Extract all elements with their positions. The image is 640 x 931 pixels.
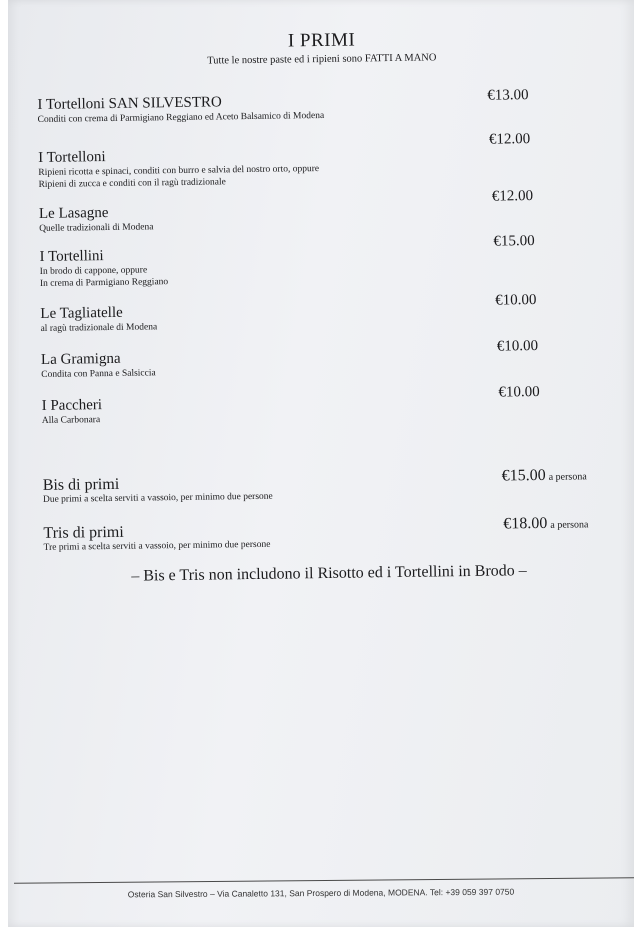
menu-title: I PRIMI: [287, 29, 356, 52]
menu-content: [8, 0, 640, 931]
combo-description: Tre primi a scelta serviti a vassoio, per minimo due persone: [43, 539, 271, 553]
dish-price: €12.00: [491, 188, 534, 205]
combo-description: Due primi a scelta serviti a vassoio, per minimo due persone: [42, 491, 273, 505]
combo-name: Tris di primi: [43, 523, 124, 542]
dish-description: In brodo di cappone, oppure: [39, 265, 148, 277]
dish-name: Le Lasagne: [38, 204, 109, 222]
dish-name: I Paccheri: [41, 397, 103, 414]
dish-paccheri: [42, 392, 442, 427]
combo-name: Bis di primi: [42, 475, 120, 494]
combo-tris: [43, 519, 493, 554]
combo-price: [503, 514, 588, 533]
combo-bis: [43, 471, 493, 506]
dish-lasagne: [39, 200, 439, 235]
combo-price-unit: a persona: [550, 519, 589, 531]
dish-description: Condita con Panna e Salsiccia: [41, 368, 156, 380]
dish-description: In crema di Parmigiano Reggiano: [39, 277, 169, 289]
dish-description: Ripieni di zucca e conditi con il ragù tradizionale: [38, 177, 226, 190]
dish-description: Ripieni ricotta e spinaci, conditi con burro e salvia del nostro orto, oppure: [38, 164, 320, 178]
dish-price: €13.00: [487, 87, 529, 104]
combo-note: – Bis e Tris non includono il Risotto ed i Tortellini in Brodo –: [131, 562, 527, 585]
dish-name: I Tortelloni: [38, 149, 106, 166]
dish-price: €10.00: [495, 292, 537, 309]
dish-tagliatelle: [40, 300, 440, 335]
dish-price: €15.00: [493, 233, 535, 250]
dish-description: al ragù tradizionale di Modena: [40, 322, 158, 334]
combo-price-value: €18.00: [503, 514, 548, 533]
menu-page: [8, 0, 634, 927]
dish-tortelloni-san-silvestro: [37, 91, 437, 126]
dish-tortellini: [39, 243, 440, 290]
dish-gramigna: [41, 346, 441, 381]
dish-description: Conditi con crema di Parmigiano Reggiano ed Aceto Balsamico di Modena: [37, 110, 325, 125]
dish-description: Alla Carbonara: [41, 415, 101, 426]
combo-price: [502, 466, 587, 485]
menu-subtitle: Tutte le nostre paste ed i ripieni sono FATTI A MANO: [207, 52, 437, 67]
dish-description: Quelle tradizionali di Modena: [39, 222, 154, 234]
dish-name: I Tortelloni SAN SILVESTRO: [37, 94, 222, 113]
dish-price: €10.00: [496, 338, 539, 355]
dish-tortelloni: [38, 144, 439, 191]
dish-name: I Tortellini: [39, 248, 104, 265]
combo-price-value: €15.00: [501, 466, 546, 485]
dish-name: Le Tagliatelle: [40, 304, 123, 322]
dish-name: La Gramigna: [40, 350, 121, 368]
footer-address: Osteria San Silvestro – Via Canaletto 131, San Prospero di Modena, MODENA. Tel: +39 059 397 0750: [127, 886, 515, 900]
combo-price-unit: a persona: [548, 471, 587, 483]
dish-price: €12.00: [488, 131, 531, 148]
dish-price: €10.00: [498, 383, 540, 401]
